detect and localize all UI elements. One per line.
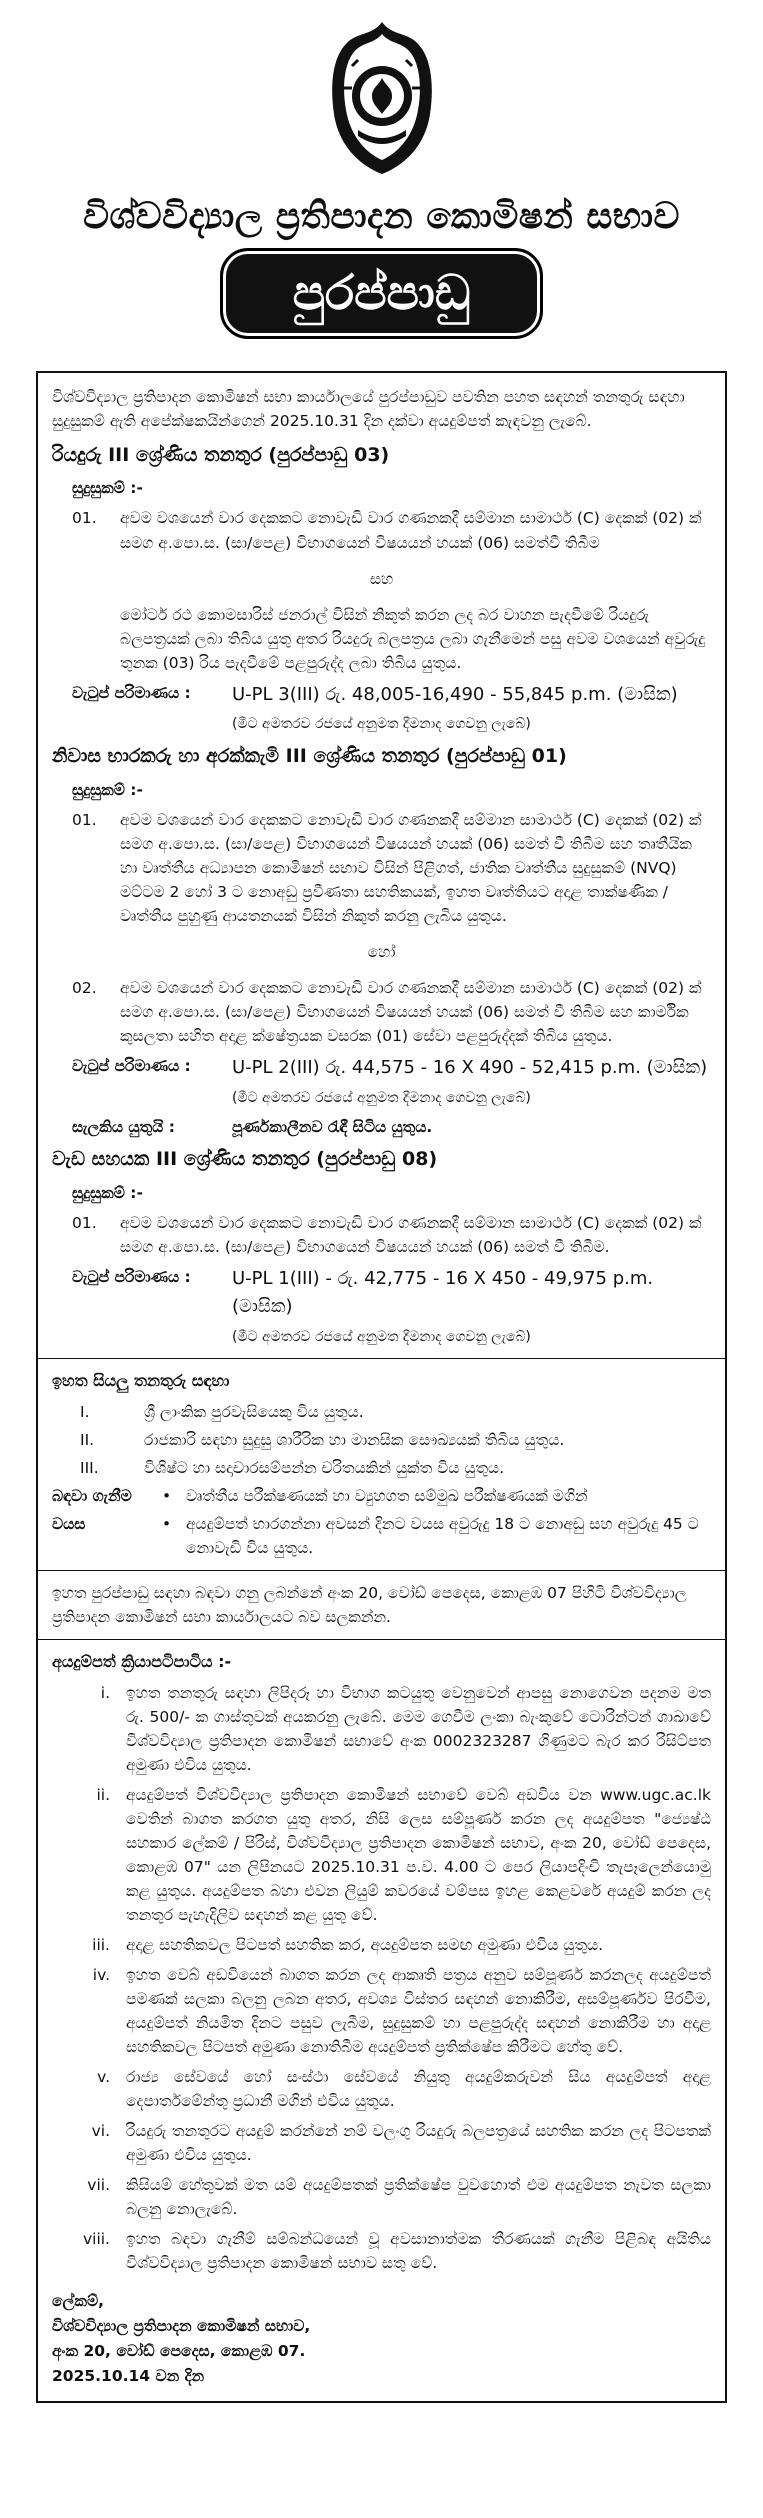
recruitment-label: බඳවා ගැනීම (52, 1487, 132, 1506)
signature-block (52, 2289, 711, 2388)
roman-number: III. (80, 1459, 99, 1478)
consideration-label: සැලකිය යුතුයි : (72, 1118, 175, 1137)
item-text: අවම වශයෙන් වාර දෙකකට නොවැඩි වාර ගණනකදී සම්මාන සාමාර්ථ (C) දෙකක් (02) ක් සමග අ.පො.ස. (සා/පෙළ) විභාගයෙන් විෂයයන් හයක් (06) සමත් වී තිබීම. (120, 1213, 702, 1256)
organization-name: විශ්වවිද්‍යාල ප්‍රතිපාදන කොමිෂන් සභාව (83, 196, 680, 237)
general-title: ඉහත සියලු තනතුරු සඳහා (52, 1371, 230, 1391)
procedure-item (66, 1783, 711, 1927)
roman-number: vi. (91, 2122, 110, 2141)
post-title-housekeeper: නිවාස භාරකරු හා අරක්කැමි III ශ්‍රේණිය තනතුර (පුරප්පාඩු 01) (52, 745, 567, 768)
general-text: රාජකාරි සඳහා සුදුසු ශාරීරික හා මානසික සෞඛ්‍යයක් තිබිය යුතුය. (144, 1431, 565, 1450)
qualification-item (72, 1211, 711, 1259)
recruitment-text: වෘත්තීය පරීක්ෂණයක් හා ව්‍යුහගත සම්මුඛ පරීක්ෂණයක් මගින් (186, 1487, 588, 1506)
procedure-text: කිසියම් හේතුවක් මත යම් අයදුම්පතක් ප්‍රතික්ෂේප වුවහොත් එම අයදුම්පත නැවත සලකා බලනු නොලැබේ. (126, 2176, 711, 2219)
item-number: 01. (72, 1213, 97, 1232)
general-item (80, 1428, 711, 1452)
intro-text: විශ්වවිද්‍යාල ප්‍රතිපාදන කොමිෂන් සභා කාර්යාලයේ පුරප්පාඩුව පවතින පහත සඳහන් තනතුරු සඳහා සුදුසුකම් ඇති අපේක්ෂකයින්ගෙන් 2025.10.31 දින දක්වා අයදුම්පත් කැඳවනු ලැබේ. (52, 388, 685, 431)
age-row: වයස • අයදුම්පත් භාරගන්නා අවසන් දිනට වයස අවුරුදු 18 ට නොඅඩු සහ අවුරුදු 45 ට නොවැඩි විය යුතුය. (52, 1512, 711, 1560)
ugc-crest-logo (322, 18, 442, 178)
procedure-text: ඉහත බඳවා ගැනීම් සම්බන්ධයෙන් වූ අවසානාත්මක තීරණයක් ගැනීම පිළිබඳ අයිතිය විශ්වවිද්‍යාල ප්‍රතිපාදන කොමිෂන් සභාව සතු වේ. (126, 2230, 711, 2273)
qualifications-label: සුදුසුකම් :- (72, 1183, 143, 1202)
procedure-item (66, 1963, 711, 2059)
roman-number: I. (80, 1403, 90, 1422)
salary-note: (මීට අමතරව රජයේ අනුමත දීමනාද ගෙවනු ලැබේ) (232, 716, 531, 733)
item-text: අවම වශයෙන් වාර දෙකකට නොවැඩි වාර ගණනකදී සම්මාන සාමාර්ථ (C) දෙකක් (02) ක් සමග අ.පො.ස. (සා/පෙළ) විභාගයෙන් විෂයයන් හයක් (06) සමත් වී තිබීම සහ තෘතීයික හා වෘත්තීය අධ්‍යාපන කොමිෂන් සභාව විසින් පිළිගත්, ජාතික වෘත්තීය සුදුසුකම් (NVQ) මට්ටම 2 හෝ 3 ට නොඅඩු ප්‍රවීණතා සහතිකයක්, ඉහත වෘත්තියට අදාළ තාක්ෂණික / වෘත්තීය පුහුණු ආයතනයක් විසින් නිකුත් කරනු ලැබිය යුතුය. (120, 810, 702, 925)
procedure-title: අයදුම්පත් ක්‍රියාපටිපාටිය :- (52, 1652, 232, 1672)
signature-line: විශ්වවිද්‍යාල ප්‍රතිපාදන කොමිෂන් සභාව, (52, 2317, 311, 2336)
qualifications-label: සුදුසුකම් :- (72, 479, 143, 498)
notice-body (36, 371, 727, 2403)
salary-note: (මීට අමතරව රජයේ අනුමත දීමනාද ගෙවනු ලැබේ) (232, 1328, 531, 1345)
qualification-item (72, 506, 711, 554)
procedure-item (66, 2173, 711, 2221)
salary-row (72, 681, 711, 709)
roman-number: II. (80, 1431, 95, 1450)
qualifications-label: සුදුසුකම් :- (72, 780, 143, 799)
signature-line: අංක 20, වෝඩ් පෙදෙස, කොළඹ 07. (52, 2341, 306, 2360)
salary-label: වැටුප් පරිමාණය : (72, 1056, 191, 1075)
recruitment-row: බඳවා ගැනීම • වෘත්තීය පරීක්ෂණයක් හා ව්‍යුහගත සම්මුඛ පරීක්ෂණයක් මගින් (52, 1484, 711, 1508)
post-title-work-assistant: වැඩ සහයක III ශ්‍රේණිය තනතුර (පුරප්පාඩු 08) (52, 1148, 438, 1171)
vacancies-banner: පුරප්පාඩු (220, 248, 544, 339)
connector-text: සහ (369, 569, 394, 588)
salary-scale: U-PL 3(III) රු. 48,005-16,490 - 55,845 p.m. (මාසික) (232, 683, 678, 705)
age-label: වයස (52, 1515, 86, 1534)
salary-note: (මීට අමතරව රජයේ අනුමත දීමනාද ගෙවනු ලැබේ) (232, 1089, 531, 1106)
roman-number: viii. (82, 2230, 110, 2249)
salary-label: වැටුප් පරිමාණය : (72, 1267, 191, 1286)
roman-number: ii. (96, 1786, 110, 1805)
qualification-item (72, 976, 711, 1048)
notice-page (0, 18, 763, 2518)
post-title-driver: රියදුරු III ශ්‍රේණිය තනතුර (පුරප්පාඩු 03) (52, 444, 390, 467)
consideration-row (72, 1115, 711, 1139)
salary-row (72, 1265, 711, 1321)
procedure-text: ඉහත තනතුරු සඳහා ලිපිදරූ හා විභාග කටයුතු වෙනුවෙන් ආපසු නොගෙවන පදනම මත රු. 500/- ක ගාස්තුවක් අයකරනු ලැබේ. මෙම ගෙවීම ලංකා බැංකුවේ ටොරින්ටන් ශාඛාවේ විශ්වවිද්‍යාල ප්‍රතිපාදන කොමිෂන් සභාවේ අංක 0002323287 ගිණුමට බැර කර රිසිට්පත අමුණා එවිය යුතුය. (126, 1684, 711, 1775)
salary-scale: U-PL 2(III) රු. 44,575 - 16 X 490 - 52,415 p.m. (මාසික) (232, 1056, 708, 1078)
age-text: අයදුම්පත් භාරගන්නා අවසන් දිනට වයස අවුරුදු 18 ට නොඅඩු සහ අවුරුදු 45 ට නොවැඩි විය යුතුය. (186, 1515, 699, 1558)
procedure-item (66, 2065, 711, 2113)
salary-row (72, 1054, 711, 1082)
item-text: මෝටර් රථ කොමසාරිස් ජනරාල් විසින් නිකුත් කරන ලද බර වාහන පැදවීමේ රියදුරු බලපත්‍රයක් ලබා තිබිය යුතු අතර රියදුරු බලපත්‍රය ලබා ගැනීමෙන් පසු අවම වශයෙන් අවුරුදු තුනක (03) රිය පැදවීමේ පළපුරුද්ද ලබා තිබිය යුතුය. (120, 605, 706, 672)
procedure-text: ඉහත වෙබ් අඩවියෙන් බාගත කරන ලද ආකෘති පත්‍රය අනුව සම්පූර්ණ කරනලද අයදුම්පත් පමණක් සලකා බලනු ලබන අතර, අවශ්‍ය විස්තර සඳහන් නොකිරීම, අසම්පූර්ණව පිරවීම, අයදුම්පත් නියමිත දිනට පසුව ලැබීම, සුදුසුකම් හා පළපුරුද්ද සඳහන් නොකිරීම හා අදාළ සහතිකවල පිටපත් අමුණා නොතිබීම අයදුම්පත් ප්‍රතික්ෂේප කිරීමට හේතු වේ. (126, 1966, 711, 2057)
qualification-item (72, 808, 711, 928)
roman-number: vii. (87, 2176, 110, 2195)
salary-label: වැටුප් පරිමාණය : (72, 683, 191, 702)
procedure-text: රියදුරු තනතුරට අයදුම් කරන්නේ නම් වලංගු රියදුරු බලපත්‍රයේ සහතික කරන ලද පිටපතක් අමුණා එවිය යුතුය. (126, 2122, 711, 2165)
item-text: අවම වශයෙන් වාර දෙකකට නොවැඩි වාර ගණනකදී සම්මාන සාමාර්ථ (C) දෙකක් (02) ක් සමග අ.පො.ස. (සා/පෙළ) විභාගයෙන් විෂයයන් හයක් (06) සමත් වී තිබීම සහ කාර්මික කුසලතා සහිත අදාළ ක්ෂේත්‍රයක වසරක (01) සේවා පළපුරුද්දක් තිබිය යුතුය. (120, 978, 702, 1045)
procedure-text: අදාළ සහතිකවල පිටපත් සහතික කර, අයදුම්පත සමඟ අමුණා එවිය යුතුය. (126, 1936, 604, 1955)
item-text: අවම වශයෙන් වාර දෙකකට නොවැඩි වාර ගණනකදී සම්මාන සාමාර්ථ (C) දෙකක් (02) ක් සමග අ.පො.ස. (සා/පෙළ) විභාගයෙන් විෂයයන් හයක් (06) සමත්වී තිබීම (120, 509, 702, 552)
item-number: 01. (72, 509, 97, 528)
divider (38, 1358, 725, 1359)
procedure-item (66, 1933, 711, 1957)
qualification-extra (72, 603, 711, 675)
procedure-text: අයදුම්පත් විශ්වවිද්‍යාල ප්‍රතිපාදන කොමිෂන් සභාවේ වෙබ් අඩවිය වන www.ugc.ac.lk වෙතින් බාගත කරගත යුතු අතර, නිසි ලෙස සම්පූර්ණ කරන ලද අයදුම්පත "ජ්‍යෙෂ්ඨ සහකාර ලේකම් / පිරිස්, විශ්වවිද්‍යාල ප්‍රතිපාදන කොමිෂන් සභාව, අංක 20, වෝඩ් පෙදෙස, කොළඹ 07" යන ලිපිනයට 2025.10.31 ප.ව. 4.00 ට පෙර ලියාපදිංචි තැපෑලෙන්යොමු කළ යුතුය. අයදුම්පත බහා එවන ලියුම් කවරයේ වම්පස ඉහළ කෙළවරේ අයදුම් කරන ලද තනතුර පැහැදිලිව සඳහන් කළ යුතු වේ. (126, 1786, 711, 1925)
general-text: විශිෂ්ට හා සදාචාරසම්පන්න චරිතයකින් යුක්ත විය යුතුය. (144, 1459, 505, 1478)
procedure-item (66, 2227, 711, 2275)
salary-scale: U-PL 1(III) - රු. 42,775 - 16 X 450 - 49,975 p.m. (මාසික) (232, 1267, 654, 1317)
item-number: 02. (72, 978, 97, 997)
roman-number: iv. (92, 1966, 110, 1985)
divider (38, 1639, 725, 1640)
signature-line: ලේකම්, (52, 2292, 105, 2311)
roman-number: iii. (92, 1936, 110, 1955)
procedure-item (66, 2119, 711, 2167)
consideration-text: පූර්ණකාලීනව රැඳී සිටිය යුතුය. (232, 1118, 433, 1137)
general-item (80, 1456, 711, 1480)
general-item (80, 1400, 711, 1424)
roman-number: i. (100, 1684, 110, 1703)
divider (38, 1570, 725, 1571)
signature-date: 2025.10.14 වන දින (52, 2366, 205, 2385)
general-text: ශ්‍රී ලාංකික පුරවැසියෙකු විය යුතුය. (144, 1403, 364, 1422)
item-number: 01. (72, 810, 97, 829)
roman-number: v. (97, 2068, 110, 2087)
or-text: හෝ (367, 942, 396, 961)
address-note: ඉහත පුරප්පාඩු සඳහා බඳවා ගනු ලබන්නේ අංක 20, වෝඩ් පෙදෙස, කොළඹ 07 පිහිටි විශ්වවිද්‍යාල ප්‍රතිපාදන කොමිෂන් සභා කාර්යාලයට බව සලකන්න. (52, 1584, 687, 1627)
procedure-text: රාජ්‍ය සේවයේ හෝ සංස්ථා සේවයේ නියුතු අයදුම්කරුවන් සිය අයදුම්පත් අදාළ දෙපාර්තමේන්තු ප්‍රධානී මගින් එවිය යුතුය. (126, 2068, 711, 2111)
procedure-item (66, 1681, 711, 1777)
